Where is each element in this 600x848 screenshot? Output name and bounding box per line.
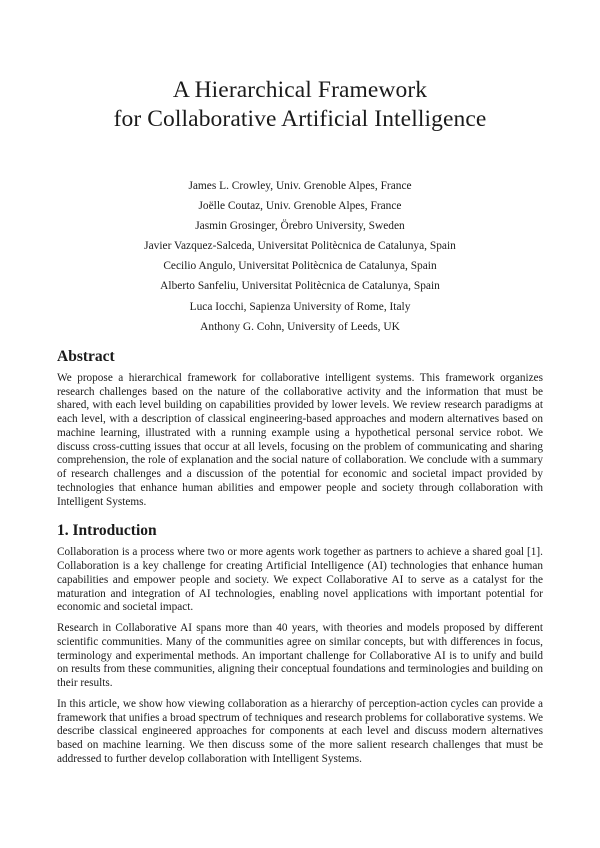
abstract-text: We propose a hierarchical framework for collaborative intelligent systems. This framework organizes research challenges based on the nature of the collaborative activity and the information that must be shared, with each level building on capabilities provided by lower levels. We review research paradigms at each level, with a description of classical engineering-based approaches and modern alternatives based on machine learning, illustrated with a running example using a hypothetical personal service robot. We discuss cross-cutting issues that occur at all levels, focusing on the problem of communicating and sharing comprehension, the role of explanation and the social nature of collaboration. We conclude with a summary of research challenges and a discussion of the potential for economic and societal impact provided by technologies that enhance human abilities and empower people and society through collaboration with Intelligent Systems. bbox=[57, 371, 543, 508]
author-entry: Alberto Sanfeliu, Universitat Politècnica de Catalunya, Spain bbox=[160, 280, 440, 293]
introduction-heading: 1. Introduction bbox=[57, 522, 157, 540]
author-entry: Anthony G. Cohn, University of Leeds, UK bbox=[200, 320, 400, 333]
author-entry: Jasmin Grosinger, Örebro University, Sweden bbox=[195, 220, 405, 233]
intro-paragraph: Research in Collaborative AI spans more than 40 years, with theories and models proposed by different scientific communities. Many of the communities agree on similar concepts, but with differences in focus, terminology and experimental methods. An important challenge for Collaborative AI is to unify and build on results from these communities, aligning their conceptual foundations and terminologies and building on their results. bbox=[57, 622, 543, 689]
intro-paragraph: Collaboration is a process where two or more agents work together as partners to achieve a shared goal [1]. Collaboration is a key challenge for creating Artificial Intelligence (AI) technologies that enhance human capabilities and empower people and society. We expect Collaborative AI to serve as a catalyst for the maturation and integration of AI technologies, enabling novel applications with important potential for economic and societal impact. bbox=[57, 546, 543, 614]
paper-title-line-1: A Hierarchical Framework bbox=[172, 77, 428, 103]
abstract-heading: Abstract bbox=[57, 347, 115, 365]
intro-paragraph: In this article, we show how viewing collaboration as a hierarchy of perception-action cycles can provide a framework that unifies a broad spectrum of techniques and research problems for collaborative systems. We describe classical engineered approaches for components at each level and discuss modern alternatives based on machine learning. We then discuss some of the more salient research challenges that must be addressed to further develop collaboration with Intelligent Systems. bbox=[57, 697, 543, 765]
author-entry: Javier Vazquez-Salceda, Universitat Politècnica de Catalunya, Spain bbox=[144, 240, 456, 253]
paper-title bbox=[57, 76, 543, 134]
author-list bbox=[57, 176, 543, 337]
author-entry: James L. Crowley, Univ. Grenoble Alpes, France bbox=[188, 180, 412, 192]
author-entry: Luca Iocchi, Sapienza University of Rome, Italy bbox=[189, 300, 411, 313]
paper-title-line-2: for Collaborative Artificial Intelligence bbox=[113, 106, 487, 132]
author-entry: Joëlle Coutaz, Univ. Grenoble Alpes, France bbox=[198, 200, 402, 213]
author-entry: Cecilio Angulo, Universitat Politècnica de Catalunya, Spain bbox=[163, 260, 437, 273]
